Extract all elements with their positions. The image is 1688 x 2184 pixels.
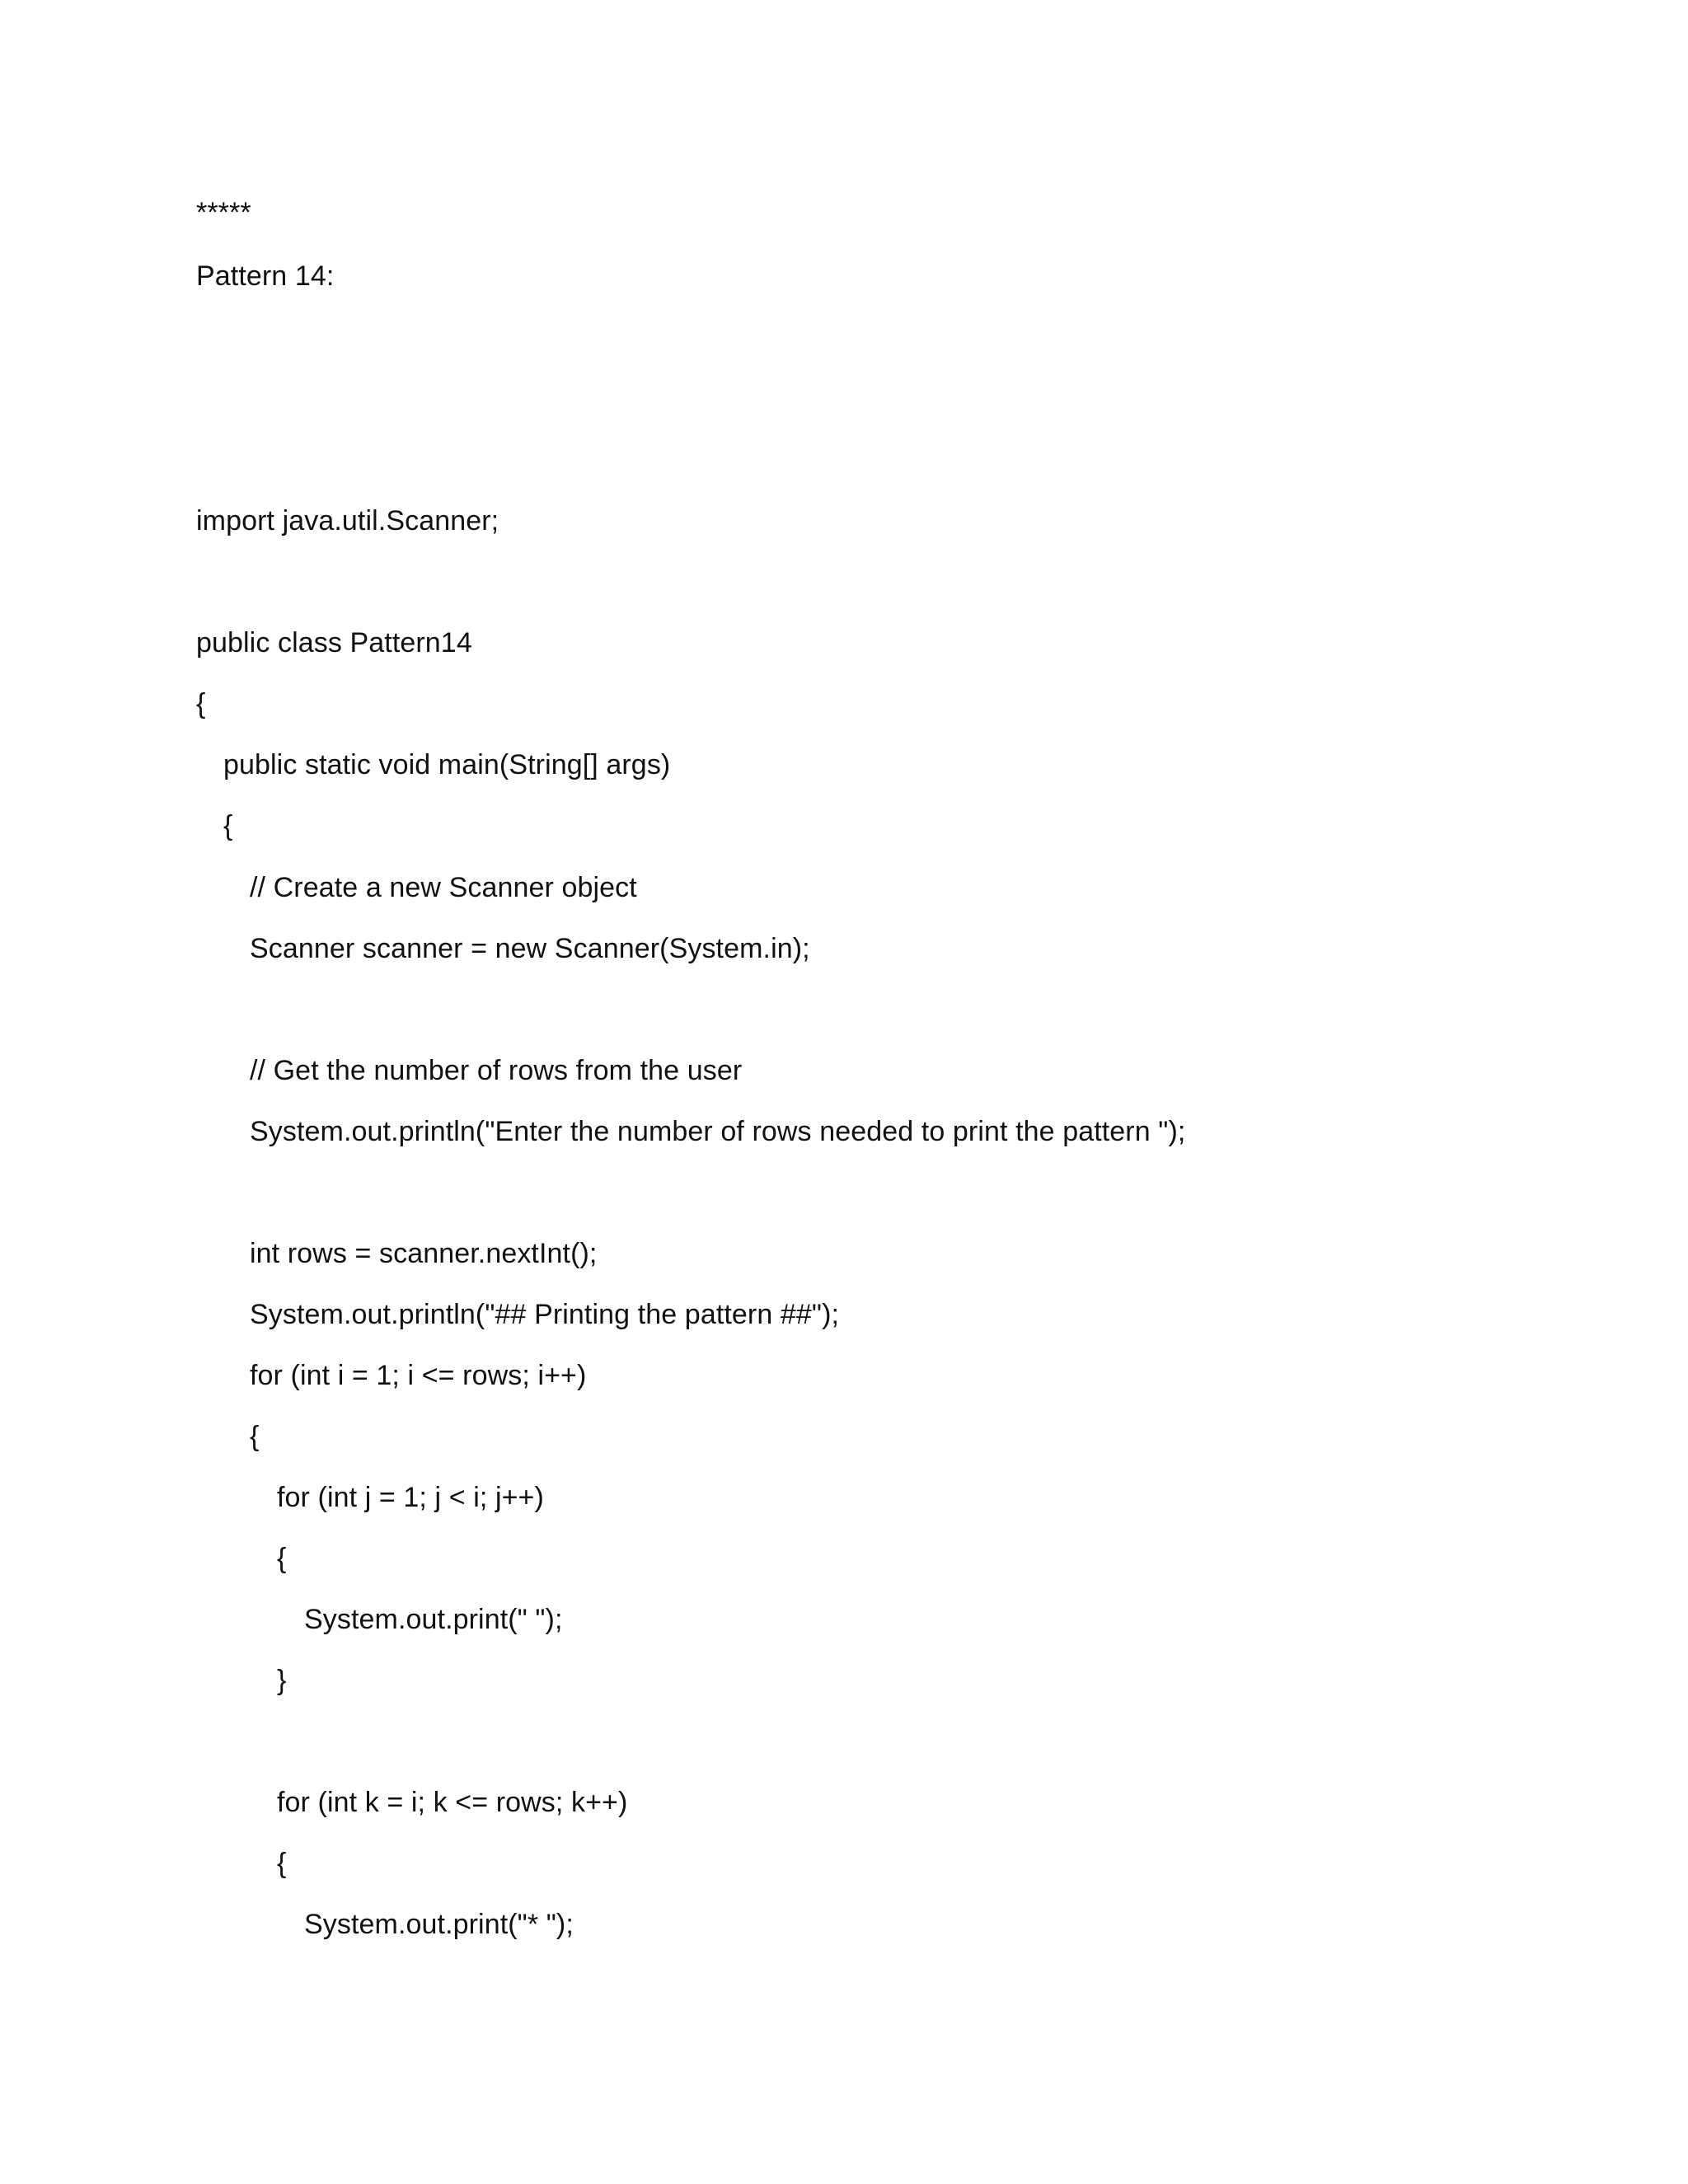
code-line-comment-scanner: // Create a new Scanner object [250, 872, 637, 903]
code-line-outer-for: for (int i = 1; i <= rows; i++) [250, 1360, 587, 1391]
code-line-outer-open-brace: { [250, 1421, 260, 1452]
code-line-main-open-brace: { [223, 810, 233, 841]
code-line-space-close-brace: } [277, 1665, 287, 1696]
code-line-comment-rows: // Get the number of rows from the user [250, 1055, 743, 1086]
code-line-print-space: System.out.print(" "); [304, 1604, 563, 1635]
code-line-class-open-brace: { [196, 688, 206, 719]
stars-line: ***** [196, 197, 251, 228]
code-line-class-declaration: public class Pattern14 [196, 627, 472, 658]
code-line-star-open-brace: { [277, 1848, 287, 1879]
code-line-prompt-println: System.out.println("Enter the number of rows needed to print the pattern "); [250, 1116, 1186, 1147]
code-line-space-open-brace: { [277, 1543, 287, 1574]
code-line-scanner-init: Scanner scanner = new Scanner(System.in); [250, 933, 810, 964]
code-line-space-for: for (int j = 1; j < i; j++) [277, 1482, 544, 1513]
code-line-read-rows: int rows = scanner.nextInt(); [250, 1238, 598, 1269]
code-line-import: import java.util.Scanner; [196, 505, 499, 537]
code-line-header-println: System.out.println("## Printing the pattern ##"); [250, 1299, 840, 1330]
pattern-heading: Pattern 14: [196, 260, 335, 292]
code-line-star-for: for (int k = i; k <= rows; k++) [277, 1787, 628, 1818]
code-line-print-star: System.out.print("* "); [304, 1909, 574, 1940]
code-line-main-method: public static void main(String[] args) [223, 749, 671, 780]
